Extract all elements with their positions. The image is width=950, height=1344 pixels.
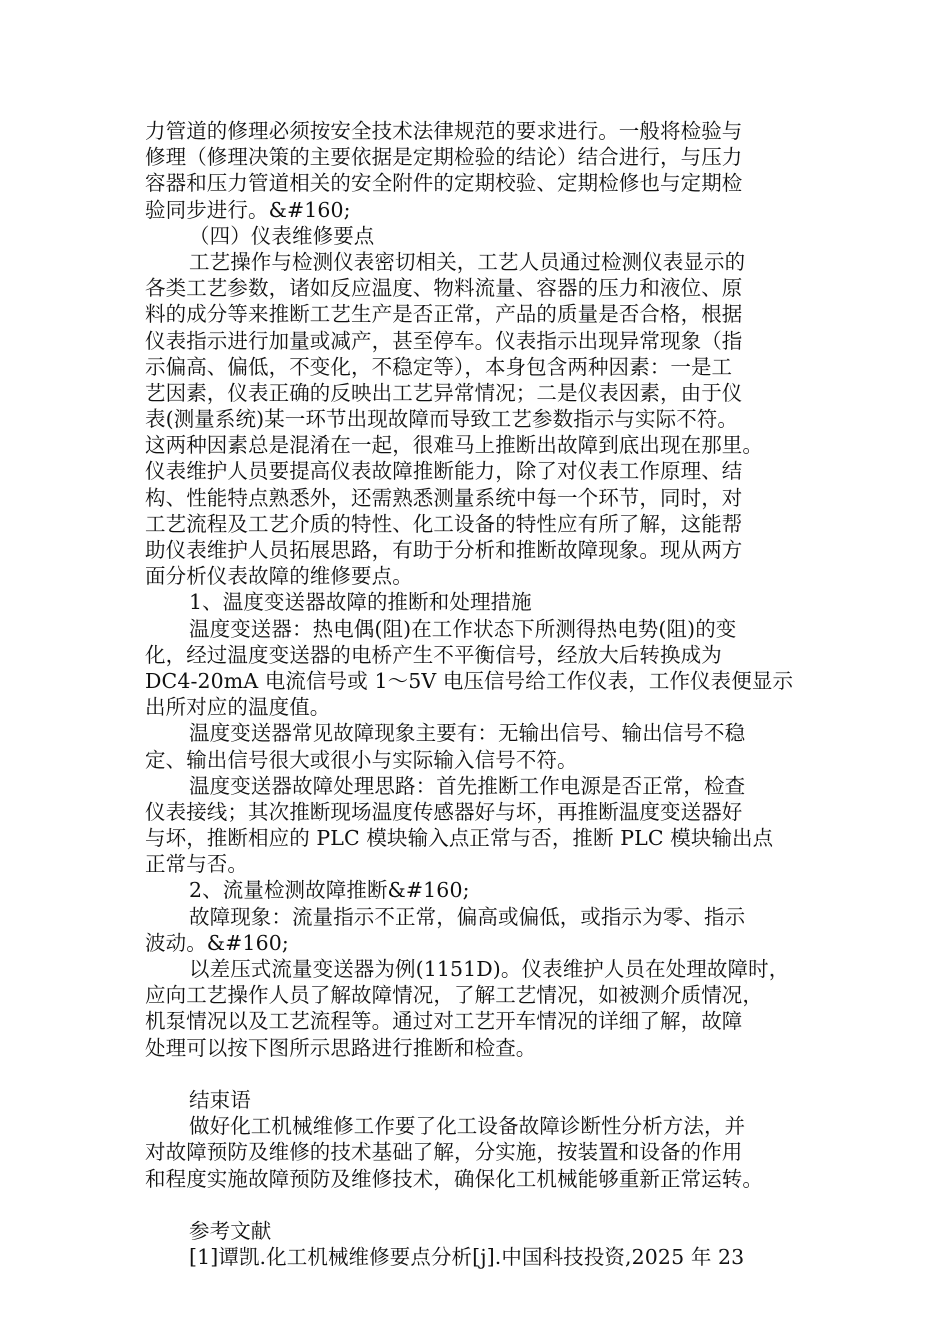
text-line: 修理（修理决策的主要依据是定期检验的结论）结合进行，与压力 [145, 145, 743, 170]
text-line: 以差压式流量变送器为例(1151D)。仪表维护人员在处理故障时， [189, 957, 790, 981]
text-line: 验同步进行。&#160; [145, 197, 351, 222]
text-line: 仪表指示进行加量或减产，甚至停车。仪表指示出现异常现象（指 [145, 328, 743, 353]
text-line: 容器和压力管道相关的安全附件的定期校验、定期检修也与定期检 [145, 171, 743, 196]
heading-instrument-maintenance: （四）仪表维修要点 [189, 223, 375, 248]
paragraph-flow-example [145, 956, 820, 1061]
document-body [145, 118, 820, 1270]
text-line: 仪表维护人员要提高仪表故障推断能力，除了对仪表工作原理、结 [145, 459, 743, 484]
text-line: 温度变送器：热电偶(阻)在工作状态下所测得热电势(阻)的变 [189, 616, 737, 641]
heading-references: 参考文献 [189, 1218, 272, 1243]
text-line: 定、输出信号很大或很小与实际输入信号不符。 [145, 747, 578, 772]
text-line: 艺因素，仪表正确的反映出工艺异常情况；二是仪表因素，由于仪 [145, 380, 743, 405]
text-line: 机泵情况以及工艺流程等。通过对工艺开车情况的详细了解，故障 [145, 1009, 743, 1034]
heading-conclusion: 结束语 [189, 1087, 251, 1112]
paragraph-flow-symptom [145, 904, 820, 956]
text-line: 力管道的修理必须按安全技术法律规范的要求进行。一般将检验与 [145, 119, 743, 143]
text-line: 这两种因素总是混淆在一起，很难马上推断出故障到底出现在那里。 [145, 433, 763, 458]
blank-line [145, 1061, 820, 1087]
text-line: 构、性能特点熟悉外，还需熟悉测量系统中每一个环节，同时，对 [145, 485, 743, 510]
reference-list [145, 1244, 820, 1270]
blank-line [145, 1192, 820, 1218]
paragraph-temperature-handling [145, 773, 820, 878]
text-line: 出所对应的温度值。 [145, 695, 331, 720]
text-line: 化，经过温度变送器的电桥产生不平衡信号，经放大后转换成为 [145, 642, 722, 667]
text-line: 各类工艺参数，诸如反应温度、物料流量、容器的压力和液位、原 [145, 276, 743, 301]
heading-flow-detection: 2、流量检测故障推断&#160; [189, 878, 470, 903]
text-line: 和程度实施故障预防及维修技术，确保化工机械能够重新正常运转。 [145, 1166, 763, 1191]
paragraph-pressure-repair [145, 118, 820, 223]
paragraph-instrument [145, 249, 820, 589]
text-line: 仪表接线；其次推断现场温度传感器好与坏，再推断温度变送器好 [145, 799, 743, 824]
text-line: 对故障预防及维修的技术基础了解，分实施，按装置和设备的作用 [145, 1140, 743, 1165]
text-line: 温度变送器常见故障现象主要有：无输出信号、输出信号不稳 [189, 721, 746, 746]
paragraph-temperature-faults [145, 720, 820, 772]
text-line: 与坏，推断相应的 PLC 模块输入点正常与否，推断 PLC 模块输出点 [145, 826, 774, 851]
text-line: 助仪表维护人员拓展思路，有助于分析和推断故障现象。现从两方 [145, 538, 743, 562]
reference-item: [1]谭凯.化工机械维修要点分析[j].中国科技投资,2025 年 23 [189, 1245, 745, 1270]
text-line: 温度变送器故障处理思路：首先推断工作电源是否正常，检查 [189, 773, 746, 798]
text-line: 料的成分等来推断工艺生产是否正常，产品的质量是否合格，根据 [145, 302, 743, 327]
text-line: 工艺流程及工艺介质的特性、化工设备的特性应有所了解，这能帮 [145, 511, 743, 536]
text-line: DC4-20mA 电流信号或 1～5V 电压信号给工作仪表，工作仪表便显示 [145, 668, 794, 693]
text-line: 故障现象：流量指示不正常，偏高或偏低，或指示为零、指示 [189, 904, 746, 929]
text-line: 正常与否。 [145, 852, 248, 877]
text-line: 波动。&#160; [145, 930, 289, 955]
paragraph-temperature-definition [145, 616, 820, 721]
text-line: 面分析仪表故障的维修要点。 [145, 564, 413, 589]
text-line: 处理可以按下图所示思路进行推断和检查。 [145, 1035, 537, 1060]
paragraph-conclusion [145, 1113, 820, 1192]
text-line: 工艺操作与检测仪表密切相关，工艺人员通过检测仪表显示的 [189, 249, 746, 274]
text-line: 做好化工机械维修工作要了化工设备故障诊断性分析方法，并 [189, 1114, 746, 1139]
text-line: 应向工艺操作人员了解故障情况，了解工艺情况，如被测介质情况， [145, 983, 763, 1008]
text-line: 示偏高、偏低，不变化，不稳定等），本身包含两种因素：一是工 [145, 354, 733, 379]
text-line: 表(测量系统)某一环节出现故障而导致工艺参数指示与实际不符。 [145, 407, 738, 432]
heading-temperature-transmitter: 1、温度变送器故障的推断和处理措施 [189, 590, 532, 615]
